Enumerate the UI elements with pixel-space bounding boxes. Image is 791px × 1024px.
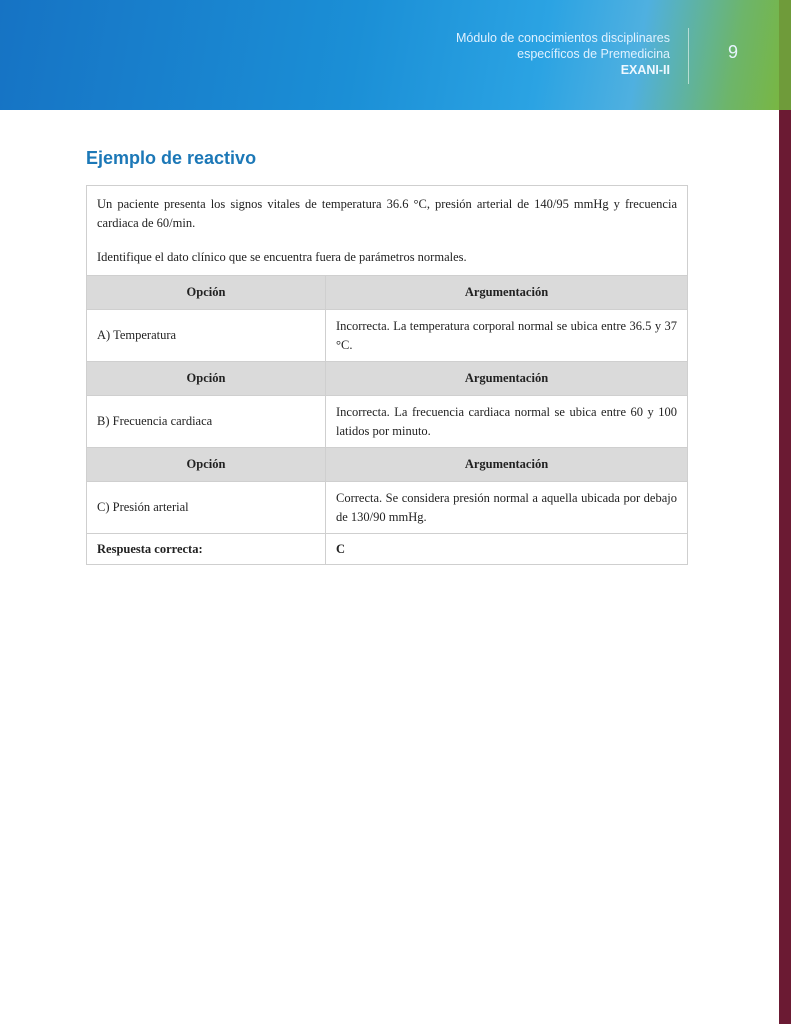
argument-cell: Incorrecta. La frecuencia cardiaca normal se ubica entre 60 y 100 latidos por minuto. [326,396,688,448]
argument-cell: Incorrecta. La temperatura corporal normal se ubica entre 36.5 y 37 °C. [326,310,688,362]
header-line-1: Módulo de conocimientos disciplinares [455,31,670,45]
right-edge-bar [779,0,791,1024]
header-divider [688,28,689,84]
question-box [86,185,688,565]
stem-question: Identifique el dato clínico que se encuentra fuera de parámetros normales. [97,250,467,264]
header-title-block [456,30,670,78]
answer-label: Respuesta correcta: [87,534,326,565]
page-header-banner [0,0,791,110]
column-header-argument: Argumentación [326,276,688,310]
answer-row [87,534,687,565]
table-row [87,310,687,362]
argument-cell: Correcta. Se considera presión normal a aquella ubicada por debajo de 130/90 mmHg. [326,482,688,534]
stem-text: Un paciente presenta los signos vitales de temperatura 36.6 °C, presión arterial de 140/95 mmHg y frecuencia cardiaca de 60/min. [97,197,677,230]
answer-value: C [326,534,688,565]
column-header-argument: Argumentación [326,448,688,482]
option-cell: B) Frecuencia cardiaca [87,396,326,448]
table-header-row [87,276,687,310]
header-line-2: específicos de Premedicina [517,47,670,61]
question-stem [87,186,687,275]
options-table [87,275,687,564]
header-exam-name: EXANI-II [620,63,670,77]
option-cell: C) Presión arterial [87,482,326,534]
option-cell: A) Temperatura [87,310,326,362]
table-row [87,396,687,448]
column-header-argument: Argumentación [326,362,688,396]
table-header-row [87,448,687,482]
column-header-option: Opción [87,448,326,482]
right-edge-bar-top [779,0,791,110]
table-row [87,482,687,534]
table-header-row [87,362,687,396]
column-header-option: Opción [87,276,326,310]
page-number: 9 [727,42,738,62]
section-title: Ejemplo de reactivo [86,148,257,168]
column-header-option: Opción [87,362,326,396]
